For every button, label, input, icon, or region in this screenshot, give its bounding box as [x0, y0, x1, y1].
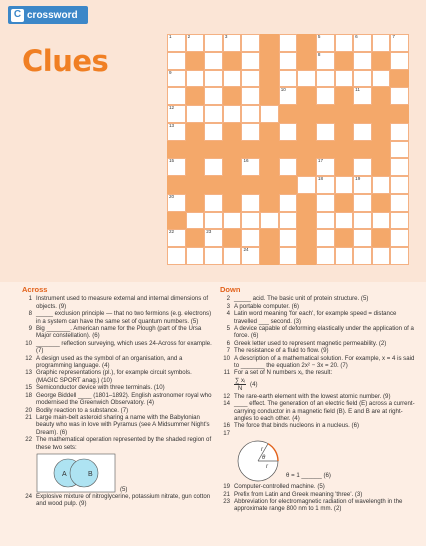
clue-number: 23	[223, 497, 230, 505]
clue-number: 22	[25, 436, 32, 444]
grid-cell[interactable]	[353, 123, 372, 141]
cell-number: 5	[317, 34, 321, 39]
grid-cell[interactable]	[241, 70, 260, 88]
grid-cell[interactable]	[335, 34, 354, 52]
grid-cell[interactable]	[167, 34, 186, 52]
grid-cell[interactable]	[390, 176, 409, 194]
grid-block	[223, 158, 242, 176]
grid-cell[interactable]	[241, 247, 260, 265]
clue-number: 11	[223, 369, 230, 377]
across-column	[22, 286, 212, 508]
cell-number: 23	[206, 229, 212, 235]
grid-block	[372, 105, 391, 123]
across-clue	[22, 325, 212, 340]
grid-cell[interactable]	[372, 70, 391, 88]
clue-number: 17	[223, 429, 230, 437]
clue-text: The force that binds nucleons in a nucleus. (6)	[234, 422, 359, 430]
clue-text: ____ effect. The generation of an electric field (E) across a current-carrying conductor in a magnetic field (B). E and B are at right-angles to each other. (4)	[234, 400, 415, 422]
clue-number: 1	[28, 295, 32, 303]
clue-text: Graphic representations (pl.), for example circuit symbols. (MAGIC SPORT anag.) (10)	[36, 369, 192, 384]
circle-sector-diagram	[234, 439, 282, 483]
crossword-logo	[8, 6, 88, 24]
grid-block	[297, 52, 316, 70]
grid-block	[223, 194, 242, 212]
down-clue	[220, 483, 416, 490]
grid-cell[interactable]	[316, 34, 335, 52]
grid-cell[interactable]	[223, 105, 242, 123]
grid-cell[interactable]	[167, 105, 186, 123]
grid-block	[316, 141, 335, 159]
venn-figure-row	[22, 451, 212, 493]
radius-label-1: r	[261, 447, 263, 454]
grid-block	[186, 141, 205, 159]
grid-cell[interactable]	[390, 34, 409, 52]
clue-text: George Biddell ____ (1801–1892). English astronomer royal who modernised the Greenwich Observatory. (4)	[36, 391, 212, 407]
down-clue	[220, 310, 416, 325]
grid-cell[interactable]	[316, 212, 335, 230]
down-clue	[220, 422, 416, 429]
grid-block	[260, 70, 279, 88]
grid-cell[interactable]	[316, 247, 335, 265]
clue-text: _____ acid. The basic unit of protein structure. (5)	[234, 295, 369, 303]
clue-number: 14	[223, 400, 230, 408]
grid-block	[297, 105, 316, 123]
grid-block	[390, 70, 409, 88]
page-title: Clues	[22, 44, 109, 78]
grid-cell[interactable]	[204, 52, 223, 70]
grid-block	[186, 176, 205, 194]
grid-cell[interactable]	[316, 229, 335, 247]
grid-cell[interactable]	[279, 212, 298, 230]
grid-cell[interactable]	[390, 194, 409, 212]
down-clue	[220, 498, 416, 513]
clue-text: Big _______. American name for the Plough (part of the Ursa Major constellation). (6)	[36, 325, 202, 340]
across-clue	[22, 369, 212, 384]
grid-cell[interactable]	[335, 70, 354, 88]
clue-number: 5	[226, 325, 230, 333]
down-clue	[220, 400, 416, 422]
grid-cell[interactable]	[372, 34, 391, 52]
across-clue	[22, 392, 212, 407]
grid-cell[interactable]	[204, 194, 223, 212]
cell-number: 2	[187, 34, 191, 39]
clue-text: Computer-controlled machine. (5)	[234, 483, 325, 491]
grid-block	[297, 194, 316, 212]
grid-cell[interactable]	[167, 229, 186, 247]
down-clue	[220, 430, 416, 437]
grid-cell[interactable]	[316, 52, 335, 70]
grid-block	[297, 247, 316, 265]
grid-block	[186, 52, 205, 70]
grid-block	[372, 87, 391, 105]
clue-text: A device capable of deforming elastically under the application of a force. (6)	[234, 325, 414, 340]
grid-cell[interactable]	[204, 158, 223, 176]
clue-text: A portable computer. (6)	[234, 302, 300, 310]
clue-number: 13	[25, 369, 32, 377]
across-clue	[22, 295, 212, 310]
grid-block	[335, 229, 354, 247]
grid-block	[204, 176, 223, 194]
grid-cell[interactable]	[223, 34, 242, 52]
clue-number: 16	[223, 422, 230, 430]
grid-block	[372, 141, 391, 159]
clue-text: Explosive mixture of nitroglycerine, potassium nitrate, gun cotton and wood pulp. (9)	[36, 492, 211, 508]
grid-block	[260, 158, 279, 176]
clue-text: The resistance of a fluid to flow. (9)	[234, 347, 329, 355]
grid-cell[interactable]	[204, 212, 223, 230]
grid-cell[interactable]	[204, 34, 223, 52]
clue-text	[234, 430, 416, 437]
cell-number: 19	[355, 176, 361, 182]
clue-number: 6	[226, 339, 230, 347]
across-clue	[22, 340, 212, 355]
grid-cell[interactable]	[241, 87, 260, 105]
grid-cell[interactable]	[241, 194, 260, 212]
grid-cell[interactable]	[316, 194, 335, 212]
clue-number: 8	[28, 310, 32, 318]
clue-number: 9	[28, 325, 32, 333]
grid-block	[372, 52, 391, 70]
cell-number: 17	[317, 158, 324, 164]
grid-cell[interactable]	[167, 194, 186, 212]
grid-block	[260, 87, 279, 105]
grid-block	[260, 52, 279, 70]
clue-text: Latin word meaning 'for each', for example speed = distance travelled ___ second. (3)	[234, 310, 397, 325]
grid-cell[interactable]	[353, 87, 372, 105]
clue-text: The mathematical operation represented by the shaded region of these two sets:	[36, 436, 212, 451]
clue-number: 10	[25, 339, 32, 347]
across-clue	[22, 384, 212, 391]
clue-text: The rare-earth element with the lowest atomic number. (9)	[234, 392, 391, 400]
grid-block	[372, 123, 391, 141]
grid-cell[interactable]	[353, 70, 372, 88]
grid-block	[372, 194, 391, 212]
grid-block	[335, 87, 354, 105]
down-heading: Down	[220, 285, 241, 294]
grid-cell[interactable]	[223, 212, 242, 230]
grid-block	[297, 141, 316, 159]
grid-cell[interactable]	[241, 229, 260, 247]
clue-number: 19	[223, 483, 230, 491]
grid-cell[interactable]	[353, 34, 372, 52]
grid-cell[interactable]	[335, 247, 354, 265]
cell-number: 18	[317, 176, 324, 182]
grid-cell[interactable]	[167, 52, 186, 70]
down-clue	[220, 355, 416, 370]
clue-text: Large main-belt asteroid sharing a name with the Babylonian beauty who was in love with Pyramus (see A Midsummer Night's Dream). (6)	[36, 413, 210, 436]
grid-block	[335, 52, 354, 70]
grid-block	[279, 176, 298, 194]
cell-number: 8	[317, 51, 321, 57]
clue-text: Semiconductor device with three terminals. (10)	[36, 384, 165, 392]
down-clue	[220, 295, 416, 302]
clue-text: Instrument used to measure external and internal dimensions of objects. (9)	[36, 295, 209, 310]
theta-label: θ	[262, 455, 266, 462]
grid-block	[186, 229, 205, 247]
cell-number: 3	[224, 34, 228, 39]
grid-block	[186, 123, 205, 141]
grid-block	[297, 87, 316, 105]
clue-text: For a set of N numbers xᵢ, the result:	[234, 369, 333, 377]
clue-text: Abbreviation for electromagnetic radiation of wavelength in the approximate range 800 nm to 1 mm. (2)	[234, 497, 403, 513]
grid-block	[372, 158, 391, 176]
clue-text: _____ exclusion principle — that no two fermions (e.g. electrons) in a system can have the same set of quantum numbers. (5)	[36, 310, 212, 325]
sum-numerator: ∑ xᵢ	[235, 376, 246, 384]
grid-cell[interactable]	[316, 70, 335, 88]
grid-block	[204, 141, 223, 159]
down-clue	[220, 347, 416, 354]
across-clue	[22, 414, 212, 436]
grid-block	[223, 87, 242, 105]
grid-cell[interactable]	[390, 212, 409, 230]
across-clue	[22, 493, 212, 508]
across-clue	[22, 407, 212, 414]
down-clue	[220, 393, 416, 400]
grid-cell[interactable]	[241, 123, 260, 141]
grid-block	[223, 123, 242, 141]
cell-number: 10	[280, 87, 286, 93]
grid-cell[interactable]	[279, 229, 298, 247]
grid-cell[interactable]	[167, 87, 186, 105]
clue-number: 7	[226, 347, 230, 355]
down-clue	[220, 340, 416, 347]
logo-text: crossword	[27, 9, 78, 21]
grid-cell[interactable]	[186, 212, 205, 230]
clue-text: A description of a mathematical solution. For example, x = 4 is said to _______ the equation 2x² − 3x = 20. (7)	[234, 354, 415, 370]
grid-cell[interactable]	[279, 70, 298, 88]
cell-number: 11	[355, 87, 360, 93]
grid-block	[335, 123, 354, 141]
clue-number: 12	[223, 392, 230, 400]
grid-block	[223, 229, 242, 247]
clue-text: _______ reflection surveying, which uses 24-Across for example. (7)	[36, 339, 212, 355]
sum-answer-length: (4)	[250, 381, 258, 389]
radian-equation: θ = 1 ______ (6)	[286, 471, 331, 479]
grid-cell[interactable]	[353, 212, 372, 230]
grid-cell[interactable]	[204, 123, 223, 141]
venn-label-a: A	[62, 470, 67, 478]
grid-cell[interactable]	[204, 247, 223, 265]
cell-number: 13	[169, 122, 175, 128]
grid-block	[279, 105, 298, 123]
grid-block	[241, 176, 260, 194]
clue-text: Greek letter used to represent magnetic permeability. (2)	[234, 339, 387, 347]
grid-cell[interactable]	[186, 105, 205, 123]
grid-cell[interactable]	[204, 105, 223, 123]
grid-block	[260, 176, 279, 194]
grid-cell[interactable]	[241, 34, 260, 52]
grid-cell[interactable]	[372, 176, 391, 194]
across-clue	[22, 355, 212, 370]
grid-cell[interactable]	[223, 247, 242, 265]
clue-number: 21	[223, 490, 230, 498]
grid-cell[interactable]	[186, 34, 205, 52]
grid-cell[interactable]	[335, 176, 354, 194]
across-clue	[22, 436, 212, 451]
grid-cell[interactable]	[167, 70, 186, 88]
grid-block	[335, 158, 354, 176]
grid-cell[interactable]	[279, 123, 298, 141]
grid-cell[interactable]	[353, 158, 372, 176]
cell-number: 15	[169, 158, 175, 164]
grid-block	[353, 141, 372, 159]
clue-text: A design used as the symbol of an organisation, and a programming language. (4)	[36, 354, 183, 370]
grid-block	[297, 158, 316, 176]
clue-number: 12	[25, 354, 32, 362]
grid-cell[interactable]	[316, 158, 335, 176]
grid-block	[186, 87, 205, 105]
grid-block	[167, 141, 186, 159]
across-list	[22, 295, 212, 507]
grid-block	[241, 141, 260, 159]
grid-cell[interactable]	[353, 229, 372, 247]
grid-cell[interactable]	[390, 247, 409, 265]
sum-denominator: N	[237, 385, 243, 393]
cell-number: 20	[169, 193, 175, 199]
grid-block	[223, 176, 242, 194]
grid-cell[interactable]	[204, 70, 223, 88]
grid-block	[223, 141, 242, 159]
grid-cell[interactable]	[241, 105, 260, 123]
grid-block	[260, 141, 279, 159]
grid-cell[interactable]	[260, 212, 279, 230]
grid-block	[297, 123, 316, 141]
grid-cell[interactable]	[279, 158, 298, 176]
clue-number: 15	[25, 384, 32, 392]
crossword-grid	[167, 34, 409, 265]
cell-number: 7	[392, 34, 395, 39]
clue-text: Prefix from Latin and Greek meaning 'three'. (3)	[234, 490, 363, 498]
grid-cell[interactable]	[353, 52, 372, 70]
radius-label-2: r	[266, 464, 268, 471]
grid-cell[interactable]	[353, 247, 372, 265]
grid-block	[223, 52, 242, 70]
venn-diagram	[36, 453, 116, 493]
down-clue	[220, 369, 416, 376]
cell-number: 9	[169, 69, 172, 75]
grid-cell[interactable]	[372, 212, 391, 230]
cell-number: 22	[169, 229, 175, 235]
grid-block	[353, 105, 372, 123]
grid-cell[interactable]	[390, 52, 409, 70]
grid-cell[interactable]	[223, 70, 242, 88]
grid-cell[interactable]	[279, 34, 298, 52]
grid-block	[186, 194, 205, 212]
grid-cell[interactable]	[390, 123, 409, 141]
clue-number: 10	[223, 354, 230, 362]
sum-formula	[234, 377, 416, 393]
venn-answer-length: (5)	[120, 485, 128, 493]
grid-cell[interactable]	[390, 141, 409, 159]
grid-cell[interactable]	[316, 123, 335, 141]
grid-cell[interactable]	[316, 176, 335, 194]
grid-cell[interactable]	[186, 247, 205, 265]
down-clue	[220, 303, 416, 310]
cell-number: 16	[243, 158, 249, 164]
grid-cell[interactable]	[390, 158, 409, 176]
grid-cell[interactable]	[335, 212, 354, 230]
grid-cell[interactable]	[167, 247, 186, 265]
grid-block	[335, 141, 354, 159]
clue-number: 18	[25, 391, 32, 399]
clue-text: Bodily reaction to a substance. (7)	[36, 406, 129, 414]
grid-block	[297, 212, 316, 230]
grid-cell[interactable]	[279, 52, 298, 70]
clue-number: 4	[226, 310, 230, 318]
grid-block	[297, 34, 316, 52]
down-clue	[220, 491, 416, 498]
grid-block	[260, 194, 279, 212]
across-heading: Across	[22, 285, 48, 294]
grid-cell[interactable]	[204, 87, 223, 105]
grid-cell[interactable]	[241, 158, 260, 176]
grid-block	[335, 105, 354, 123]
cell-number: 1	[169, 34, 172, 39]
grid-cell[interactable]	[297, 70, 316, 88]
grid-cell[interactable]	[390, 229, 409, 247]
grid-cell[interactable]	[186, 70, 205, 88]
grid-cell[interactable]	[316, 87, 335, 105]
grid-cell[interactable]	[279, 87, 298, 105]
down-column	[220, 286, 416, 513]
grid-block	[372, 229, 391, 247]
grid-cell[interactable]	[204, 229, 223, 247]
grid-cell[interactable]	[353, 176, 372, 194]
cell-number: 6	[355, 34, 358, 39]
grid-block	[260, 34, 279, 52]
down-clue	[220, 325, 416, 340]
venn-label-b: B	[88, 470, 93, 478]
clue-number: 24	[25, 492, 32, 500]
cell-number: 24	[243, 247, 249, 253]
grid-block	[335, 194, 354, 212]
clue-number: 20	[25, 406, 32, 414]
grid-block	[167, 212, 186, 230]
clue-number: 3	[226, 302, 230, 310]
grid-cell[interactable]	[353, 194, 372, 212]
grid-block	[260, 123, 279, 141]
down-list	[220, 295, 416, 512]
grid-cell[interactable]	[241, 52, 260, 70]
grid-block	[260, 247, 279, 265]
grid-block	[279, 141, 298, 159]
grid-cell[interactable]	[279, 194, 298, 212]
grid-cell[interactable]	[372, 247, 391, 265]
radian-figure	[234, 439, 416, 483]
grid-block	[316, 105, 335, 123]
grid-cell[interactable]	[167, 158, 186, 176]
grid-block	[186, 158, 205, 176]
grid-block	[260, 229, 279, 247]
logo-c-icon: C	[11, 9, 24, 22]
clue-number: 2	[226, 295, 230, 303]
across-clue	[22, 310, 212, 325]
grid-cell[interactable]	[260, 105, 279, 123]
grid-cell[interactable]	[390, 87, 409, 105]
clue-number: 21	[25, 413, 32, 421]
grid-cell[interactable]	[297, 176, 316, 194]
grid-block	[297, 229, 316, 247]
grid-block	[390, 105, 409, 123]
grid-cell[interactable]	[279, 247, 298, 265]
grid-cell[interactable]	[167, 123, 186, 141]
grid-block	[167, 176, 186, 194]
grid-cell[interactable]	[241, 212, 260, 230]
cell-number: 12	[169, 105, 175, 111]
